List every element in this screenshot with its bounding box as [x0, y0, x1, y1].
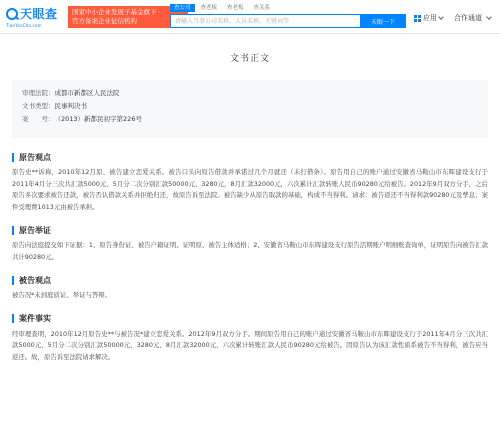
section-header: [12, 150, 488, 164]
right-nav: [414, 13, 494, 23]
section-bar: [12, 314, 14, 323]
apps-label: 应用: [423, 14, 437, 22]
eye-logo-icon: [6, 8, 18, 20]
section-title: 原告举证: [19, 225, 51, 235]
section-plaintiff-view: [12, 150, 488, 213]
section-title: 原告观点: [19, 152, 51, 162]
search-tabs: [170, 4, 407, 12]
section-bar: [12, 226, 14, 235]
section-defendant-view: [12, 273, 488, 302]
coop-label: 合作通道: [454, 14, 482, 22]
coop-menu[interactable]: [454, 13, 494, 23]
meta-doc-type-value: 民事判决书: [54, 102, 87, 110]
search-tab-relation[interactable]: 查关系: [253, 5, 271, 11]
apps-grid-icon: [414, 15, 421, 22]
section-header: [12, 223, 488, 237]
section-header: [12, 273, 488, 287]
section-plaintiff-evidence: [12, 223, 488, 263]
section-case-facts: [12, 312, 488, 364]
search-row: [170, 14, 407, 28]
section-bar: [12, 153, 14, 162]
logo-url: TianYanCha.com: [6, 23, 42, 28]
section-title: 被告观点: [19, 275, 51, 285]
promo-line-1: 国家中小企业发展子基金旗下: [72, 8, 157, 16]
search-tab-company[interactable]: 查公司: [170, 4, 195, 12]
tianyancha-logo[interactable]: [6, 5, 64, 28]
meta-court-label: 审理法院：: [22, 89, 55, 97]
section-bar: [12, 276, 14, 285]
section-header: [12, 312, 488, 326]
document-title: 文书正文: [229, 54, 270, 64]
meta-case-no-value: （2013）新都民初字第226号: [54, 115, 142, 123]
meta-doc-type: [22, 100, 478, 113]
search-button[interactable]: 天眼一下: [360, 14, 406, 28]
search-area: [170, 4, 407, 28]
logo-main: [6, 5, 64, 22]
section-title: 案件事实: [19, 314, 51, 323]
logo-text: 天眼查: [20, 7, 58, 21]
search-input[interactable]: [170, 14, 360, 28]
top-header: [0, 0, 500, 34]
search-tab-boss-2[interactable]: 查老板: [227, 5, 244, 11]
section-body: 经审理查明，2010年12月原告史**与被告况*建立恋爱关系。2012年9月双方分手。期间原告用自己的账户通过安徽省马鞍山市东晖建设支行于2011年4月分三次共汇款5000元、5月分二次分别汇款50000元、3280元、8月汇款32000元、六次累计转账汇款人民币90280元给被告。因原告认为该汇款性质系被告不当得利，被告应当返还。故，原告诉至法院请求解决。: [12, 329, 488, 361]
meta-case-no-label: 案 号：: [22, 115, 55, 123]
meta-court: [22, 87, 478, 100]
promo-line-2: 官方备案企业征信机构: [72, 16, 137, 25]
section-body: 原告向法庭提交如下证据：1、原告身份证、被告户籍证明、证明原、被告主体适格；2、安徽省马鞍山市东晖建设支行原告活期账户明细账查询单，证明原告向被告汇款共计90280元。: [12, 241, 488, 261]
document-meta: [12, 80, 488, 138]
chevron-down-icon: [486, 14, 492, 20]
apps-menu[interactable]: [414, 13, 446, 23]
section-body: 原告史**诉称，2010年12月原、被告建立恋爱关系。被告口头向原告借款并承诺过几个月就还（未打借条）。原告用自己的账户通过安徽省马鞍山市东晖建设支行于2011年4月分三次共汇款5000元、5月分二次分别汇款50000元、3280元，8月汇款32000元，六次累计汇款转账人民币90280元给被告。2012年9月双方分手，之后原告多次要求被告还款，被告否认借款关系并拒绝归还，故原告诉至法院。被告缺少从原告取款的基础，构成不当得利。请求：被告返还不当得利款90280元及孳息；案件受理费1013元由被告承担。: [12, 168, 488, 211]
meta-doc-type-label: 文书类型：: [22, 102, 55, 110]
chevron-down-icon: [438, 14, 444, 20]
section-body: 被告况*未到庭质证、举证与答辩。: [12, 291, 112, 299]
search-tab-boss[interactable]: 查老板: [200, 5, 218, 11]
meta-case-no: [22, 113, 478, 126]
meta-court-value: 成都市新都区人民法院: [54, 89, 120, 97]
